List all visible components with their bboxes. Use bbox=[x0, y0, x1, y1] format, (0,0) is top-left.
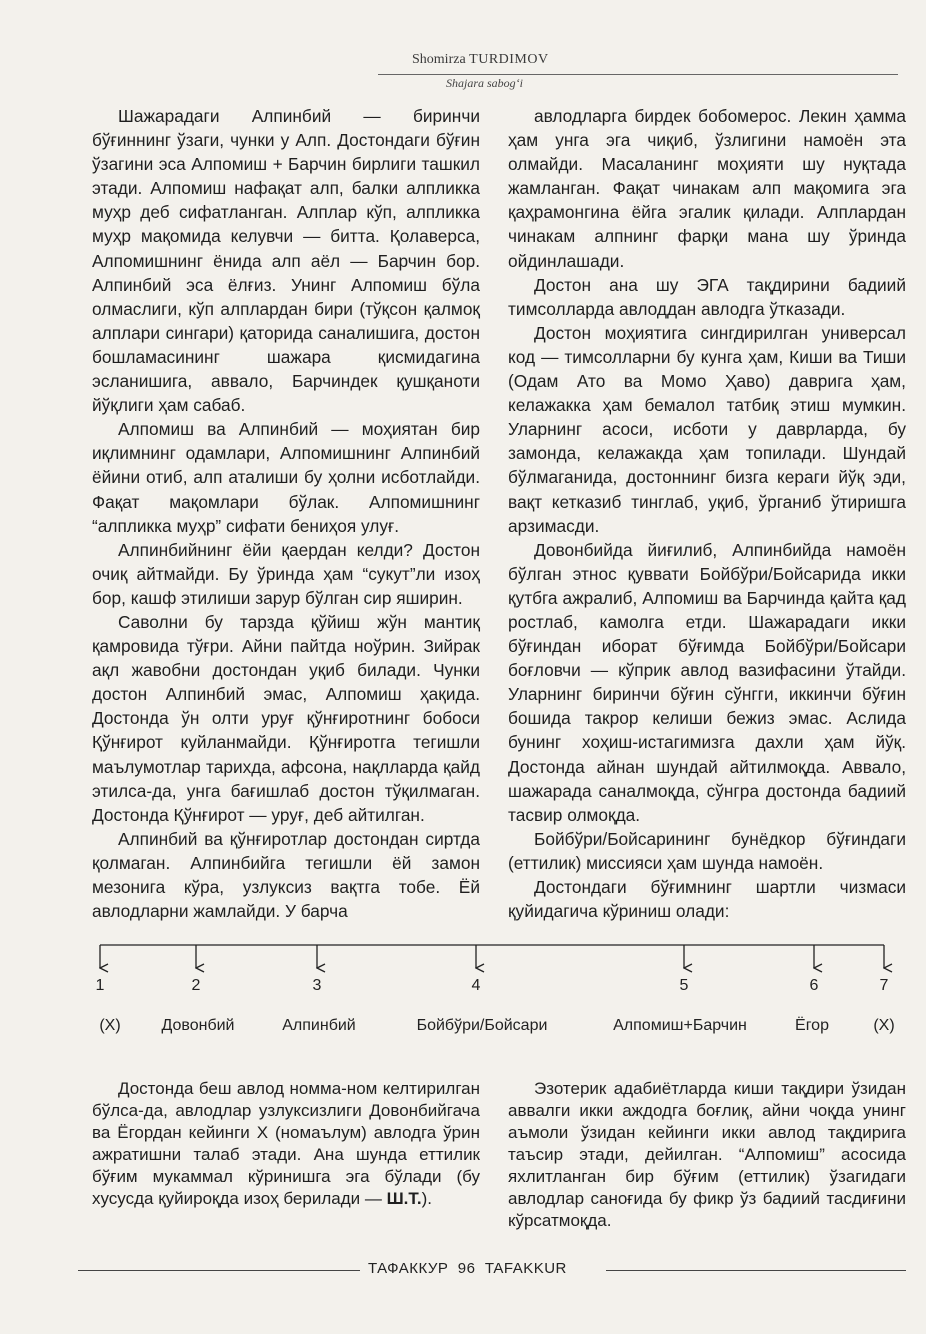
paragraph-text: Достонда беш авлод номма-ном келтирилган бўлса-да, авлодлар узлуксизлиги Довонбийгача ва Ёгордан кейинги Х (номаълум) авлодга ўрин ажратишни талаб этади. Ана шунда еттилик бўғим мукаммал кўринишга эга бўлади (бу хусусда қуйироқда изоҳ берилади — bbox=[92, 1079, 480, 1208]
generation-number: 5 bbox=[679, 977, 689, 994]
paragraph: Довонбийда йиғилиб, Алпинбийда намоён бўлган этнос қуввати Бойбўри/Бойсарида икки қутбга ажралиб, Алпомиш ва Барчинда қайта қад ростлаб, камолга етди. Шажарадаги икки бўғиндан иборат бўғимда Бойбўри/Бойсари боғловчи — кўприк авлод вазифасини ўтайди. Уларнинг биринчи бўғин сўнгги, иккинчи бўғин бошида такрор келиши бежиз эмас. Аслида бунинг хоҳиш-истагимизга дахли ҳам йўқ. Достонда айнан шундай айтилмоқда. Аввало, шажарада саналмоқда, сўнгра достонда бадиий тасвир олмоқда. bbox=[508, 539, 906, 825]
bottom-right-paragraph bbox=[508, 1078, 906, 1232]
generation-number: 2 bbox=[191, 977, 201, 994]
bottom-left-paragraph bbox=[92, 1078, 480, 1210]
paragraph: Достондаги бўғимнинг шартли чизмаси қуйидагича кўриниш олади: bbox=[508, 877, 906, 922]
footer-text bbox=[368, 1260, 567, 1277]
author-first-name: Shomirza bbox=[412, 52, 466, 67]
paragraph bbox=[92, 1078, 480, 1210]
generation-label: Алпинбий bbox=[282, 1017, 356, 1034]
generation-label: (X) bbox=[873, 1017, 895, 1034]
footer-journal-cyrillic: ТАФАККУР bbox=[368, 1260, 449, 1277]
generation-label: (X) bbox=[99, 1017, 121, 1034]
header-rule bbox=[378, 74, 898, 75]
paragraph: Достон ана шу ЭГА тақдирини бадиий тимсолларда авлоддан авлодга ўтказади. bbox=[508, 274, 906, 319]
generation-label: Бойбўри/Бойсари bbox=[416, 1017, 548, 1034]
generation-number: 7 bbox=[879, 977, 889, 994]
generation-label: Довонбий bbox=[161, 1017, 235, 1034]
paragraph: Алпинбийнинг ёйи қаердан келди? Достон очиқ айтмайди. Бу ўринда ҳам “сукут”ли изоҳ бор, кашф этилиши зарур бўлган сир яширин. bbox=[92, 539, 480, 608]
paragraph: Саволни бу тарзда қўйиш жўн мантиқ қамровида тўғри. Айни пайтда ноўрин. Зийрак ақл жавобни достондан уқиб билади. Чунки достон Алпинбий эмас, Алпомиш ҳақида. Достонда ўн олти уруғ қўнғиротнинг бобоси Қўнғирот куйланмайди. Қўнғиротга тегишли маълумотлар тарихда, афсона, нақлларда қайд этилса-да, унга бағишлаб достон тўқилмаган. Достонда Қўнғирот — уруғ, деб айтилган. bbox=[92, 611, 480, 825]
paragraph: авлодларга бирдек бобомерос. Лекин ҳамма ҳам унга эга чиқиб, ўзлигини намоён эта олмайди. Масаланинг моҳияти шу нуқтада жамланган. Фақат чинакам алп мақомига эга қаҳрамонгина ёйга эгалик қилади. Алплардан чинакам алпнинг фарқи мана шу ўринда ойдинлашади. bbox=[508, 106, 906, 271]
author-last-name: TURDIMOV bbox=[469, 52, 549, 67]
author-initials: Ш.Т. bbox=[386, 1189, 422, 1208]
footer-journal-latin: TAFAKKUR bbox=[484, 1260, 567, 1277]
generation-number: 4 bbox=[471, 977, 481, 994]
generation-diagram bbox=[0, 930, 926, 1050]
author-name bbox=[412, 52, 549, 68]
left-column bbox=[92, 104, 480, 923]
paragraph: Достон моҳиятига сингдирилган универсал код — тимсолларни бу кунга ҳам, Киши ва Тиши (Одам Ато ва Момо Ҳаво) даврига ҳам, келажакка ҳам бемалол татбиқ этиш мумкин. Уларнинг асоси, исботи у даврларда, бу замонда, келажакда ҳам топилади. Шундай бўлмаганида, достоннинг бизга кераги йўқ эди, вақт кетказиб тинглаб, уқиб, ўрганиб ўтиришга арзимасди. bbox=[508, 322, 906, 536]
right-column bbox=[508, 104, 906, 923]
paragraph: Шажарадаги Алпинбий — биринчи бўғиннинг ўзаги, чунки у Алп. Достондаги бўғин ўзагини эса Алпомиш + Барчин бирлиги ташкил этади. Алпомиш нафақат алп, балки алпликка муҳр деб сифатланган. Алплар кўп, алпликка муҳр мақомида келувчи — битта. Қолаверса, Алпомишнинг ёнида алп аёл — Барчин бор. Алпинбий эса ёлғиз. Унинг Алпомиш бўла олмаслиги, кўп алплардан бири (тўқсон қалмоқ алплари сингари) қаторида саналишига, достон бошламасининг шажара қисмидагина эсланишига, аввало, Барчиндек қушқаноти йўқлиги ҳам сабаб. bbox=[92, 106, 480, 416]
footer-rule-right bbox=[606, 1270, 906, 1271]
footer-rule-left bbox=[78, 1270, 360, 1271]
paragraph: Алпинбий ва қўнғиротлар достондан сиртда қолмаган. Алпинбийга тегишли ёй замон мезонига кўра, узлуксиз вақтга тобе. Ёй авлодларни жамлайди. У барча bbox=[92, 828, 480, 922]
generation-label: Алпомиш+Барчин bbox=[613, 1017, 747, 1034]
generation-number: 3 bbox=[312, 977, 322, 994]
paragraph: Алпомиш ва Алпинбий — моҳиятан бир иқлимнинг одамлари, Алпомишнинг Алпинбий ёйини отиб, алп аталиши бу ҳолни исботлайди. Фақат мақомлари бўлак. Алпомишнинг “алпликка муҳр” сифати бениҳоя улуғ. bbox=[92, 419, 480, 536]
generation-number: 6 bbox=[809, 977, 819, 994]
generation-label: Ёгор bbox=[795, 1017, 829, 1034]
page-number: 96 bbox=[457, 1260, 476, 1277]
paragraph: Эзотерик адабиётларда киши тақдири ўзидан аввалги икки аждодга боғлиқ, айни чоқда унинг аъмоли ўзидан кейинги икки авлод тақдирига таъсир этади, дейилган. “Алпомиш” асосида яхлитланган бир бўғим (еттилик) ўзагидаги авлодлар саноғида бу фикр ўз бадиий тасдиғини кўрсатмоқда. bbox=[508, 1079, 906, 1230]
header-subtitle: Shajara sabog‘i bbox=[446, 76, 524, 90]
paragraph: Бойбўри/Бойсарининг бунёдкор бўғиндаги (еттилик) миссияси ҳам шунда намоён. bbox=[508, 828, 906, 873]
generation-number: 1 bbox=[95, 977, 105, 994]
paragraph-end: ). bbox=[421, 1189, 432, 1208]
page-footer bbox=[0, 1252, 926, 1282]
